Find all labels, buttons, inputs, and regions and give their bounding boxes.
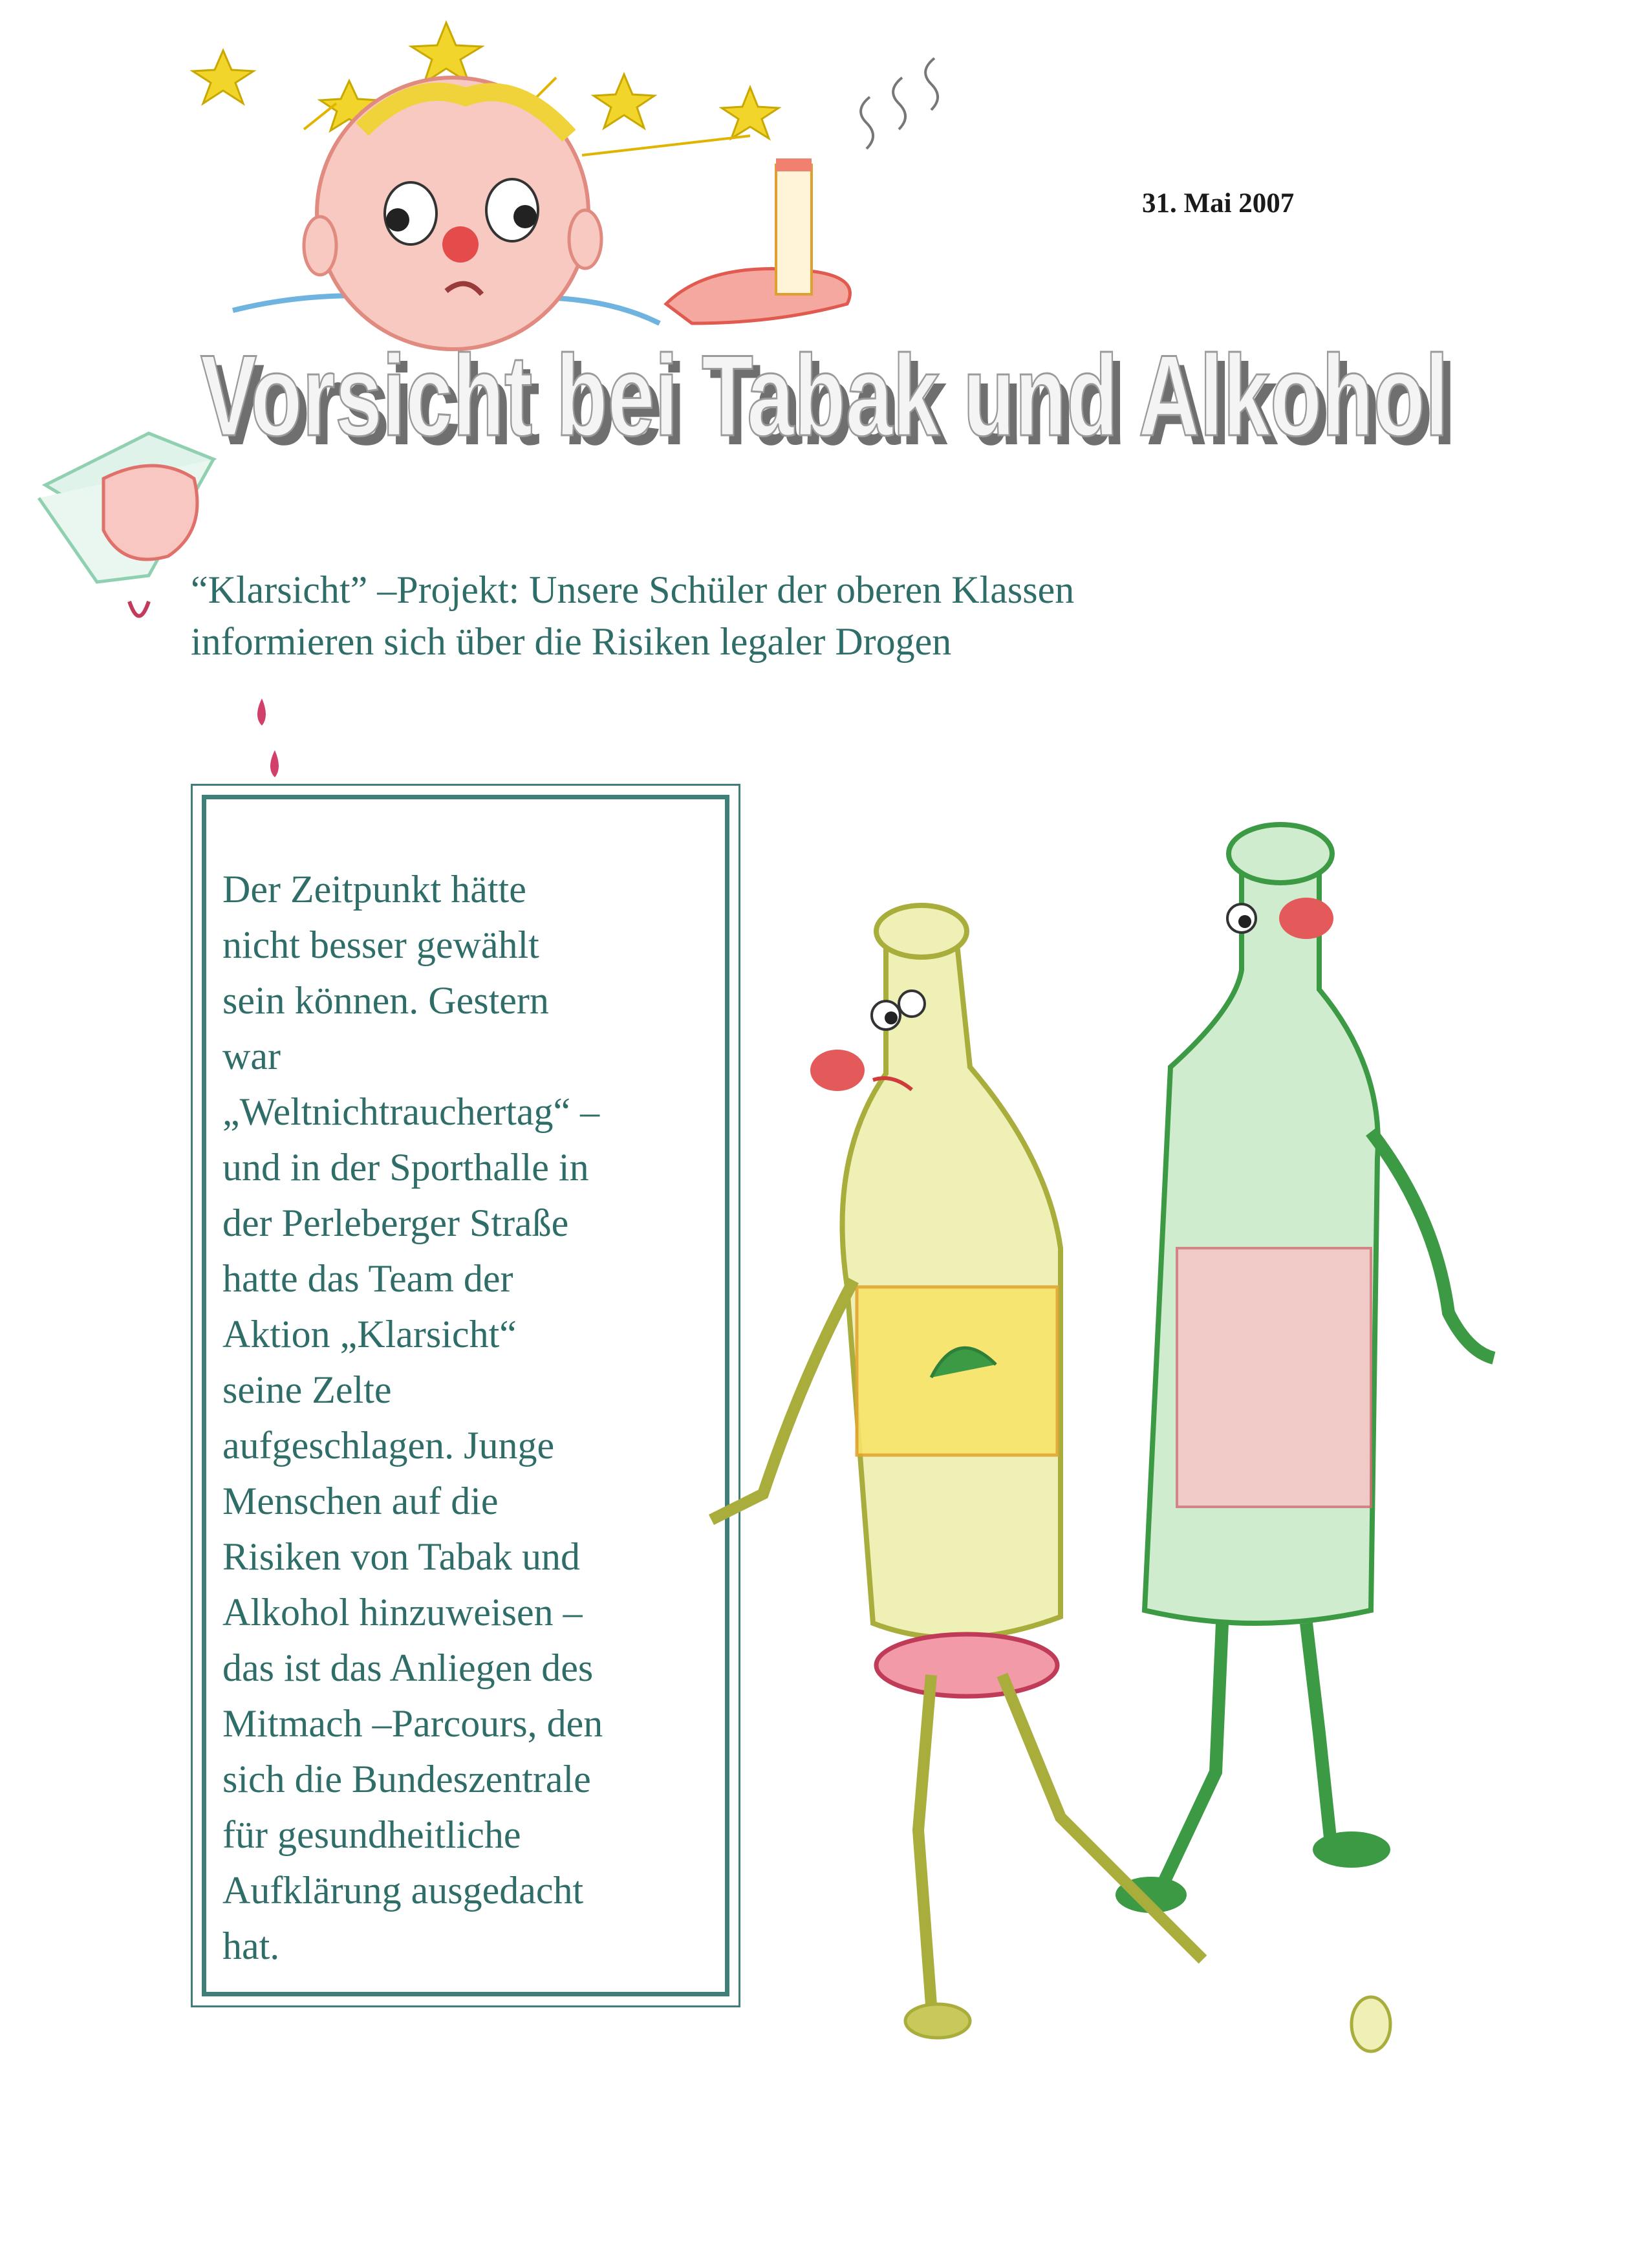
star-icon <box>193 50 253 103</box>
subtitle-line-2: informieren sich über die Risiken legaler Drogen <box>191 620 952 663</box>
star-icon <box>722 87 779 138</box>
date-line: 31. Mai 2007 <box>1142 188 1295 219</box>
article-body: Der Zeitpunkt hätte nicht besser gewählt sein können. Gestern war „Weltnichtrauchertag“ – und in der Sporthalle in der Perleberger Straße hatte das Team der Aktion „Klarsicht“ seine Zelte aufgeschlagen. Junge Menschen auf die Risiken von Tabak und Alkohol hinzuweisen – das ist das Anliegen des Mitmach –Parcours, den sich die Bundeszentrale für gesundheitliche Aufklärung ausgedacht hat. <box>222 868 603 1967</box>
walking-bottles-drawing <box>724 795 1500 2121</box>
headline-shadow: Vorsicht bei Tabak und Alkohol <box>208 340 1456 469</box>
headline-wordart <box>162 327 1456 469</box>
subtitle <box>191 564 1355 667</box>
subtitle-line-1: “Klarsicht” –Projekt: Unsere Schüler der oberen Klassen <box>191 568 1075 611</box>
star-icon <box>411 23 482 83</box>
star-icon <box>594 74 654 128</box>
page-title: Vorsicht bei Tabak und Alkohol <box>200 331 1449 460</box>
article-text-box <box>191 784 740 2007</box>
